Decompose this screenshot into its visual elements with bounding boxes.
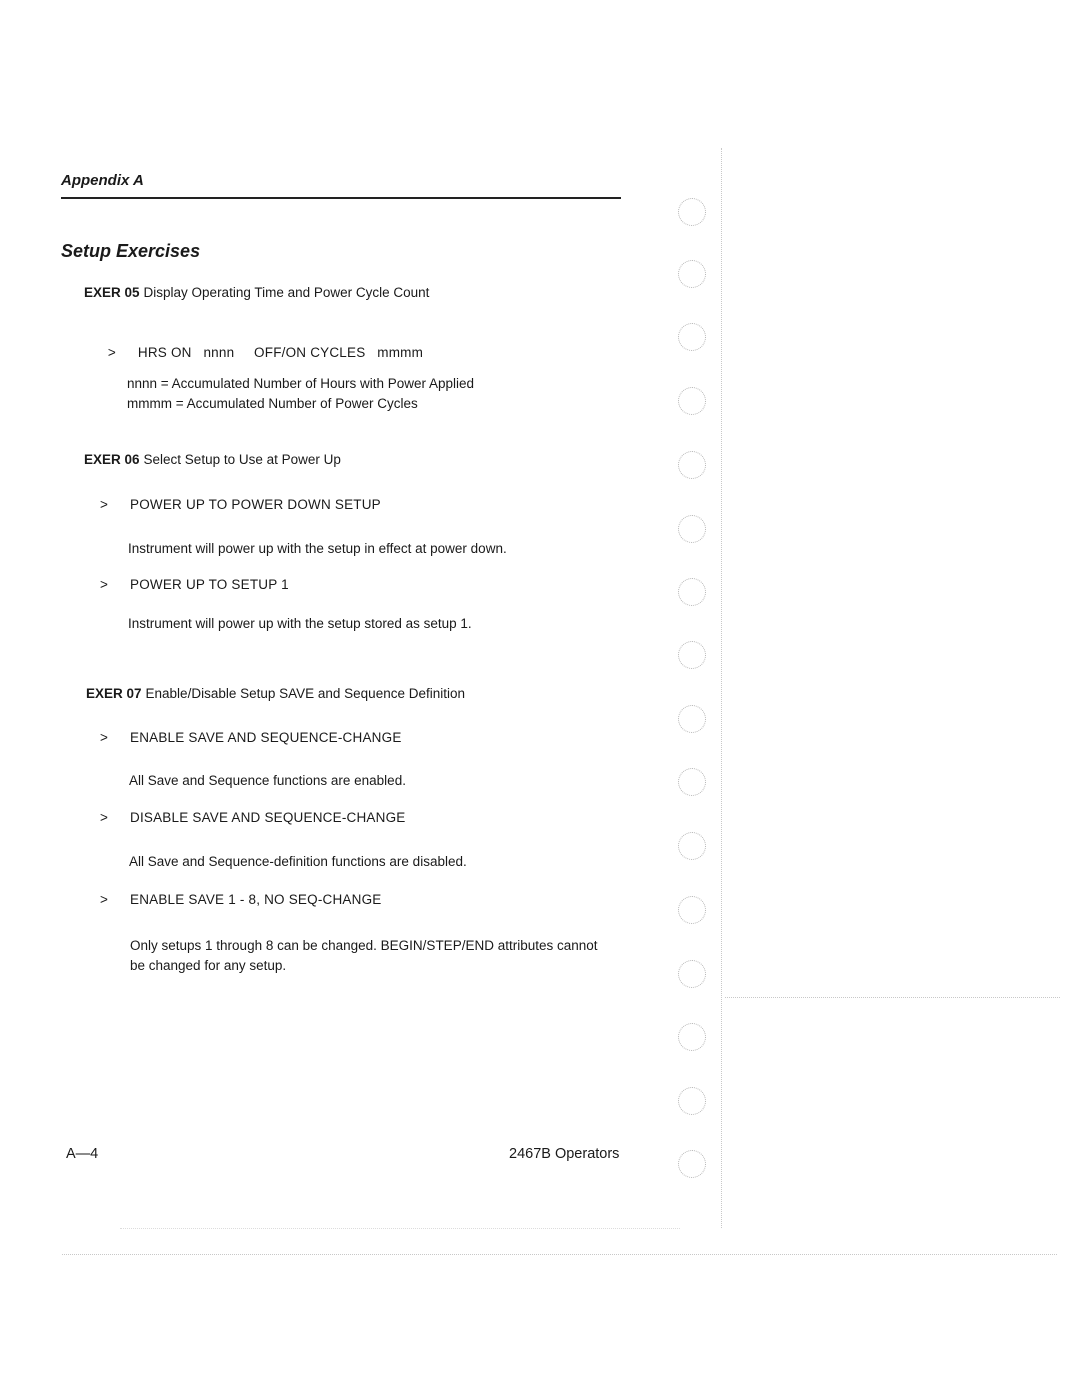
binder-hole (678, 578, 706, 606)
manual-title: 2467B Operators (509, 1146, 620, 1162)
section-title: Setup Exercises (61, 241, 201, 261)
exer06-option-1-text: POWER UP TO POWER DOWN SETUP (130, 497, 381, 512)
exer07-option-1-text: ENABLE SAVE AND SEQUENCE-CHANGE (130, 730, 402, 745)
exer06-option-2-text: POWER UP TO SETUP 1 (130, 577, 289, 592)
exer06-description-1: Instrument will power up with the setup in effect at power down. (128, 541, 507, 556)
exer05-code: EXER 05 (84, 285, 140, 300)
prompt-symbol: > (100, 810, 109, 825)
scan-edge-line (120, 1228, 680, 1229)
exer05-title: Display Operating Time and Power Cycle Count (143, 285, 430, 300)
binder-hole (678, 1150, 706, 1178)
exer06-code: EXER 06 (84, 452, 140, 467)
exer07-code: EXER 07 (86, 686, 142, 701)
binder-hole (678, 705, 706, 733)
exer07-option-2 (100, 810, 405, 825)
binder-hole (678, 260, 706, 288)
prompt-symbol: > (100, 497, 109, 512)
binder-hole (678, 387, 706, 415)
binder-hole (678, 960, 706, 988)
exer07-description-3-line-2: be changed for any setup. (130, 958, 287, 973)
page-number: A—4 (66, 1146, 99, 1162)
binder-hole (678, 323, 706, 351)
exer07-option-3 (100, 892, 381, 907)
exer05-definition-hours: nnnn = Accumulated Number of Hours with Power Applied (127, 376, 475, 391)
binder-hole (678, 768, 706, 796)
exer06-title: Select Setup to Use at Power Up (143, 452, 341, 467)
exer05-option-text: HRS ON nnnn OFF/ON CYCLES mmmm (137, 345, 424, 360)
binder-hole (678, 641, 706, 669)
exer06-heading (84, 452, 341, 467)
binder-hole (678, 451, 706, 479)
exer06-option-2 (100, 577, 289, 592)
appendix-heading: Appendix A (61, 172, 144, 189)
exer05-option (100, 330, 423, 360)
exer07-heading (86, 686, 465, 701)
binder-hole (678, 1087, 706, 1115)
exer07-option-1 (100, 730, 402, 745)
exer07-description-2: All Save and Sequence-definition functions are disabled. (129, 854, 467, 869)
exer05-definition-cycles: mmmm = Accumulated Number of Power Cycles (127, 396, 418, 411)
page-edge-line (721, 148, 722, 1228)
header-rule (61, 197, 621, 199)
prompt-symbol: > (107, 345, 116, 360)
exer05-heading (84, 285, 429, 300)
exer06-option-1 (100, 497, 381, 512)
binder-hole (678, 896, 706, 924)
prompt-symbol: > (100, 730, 109, 745)
exer07-title: Enable/Disable Setup SAVE and Sequence Definition (145, 686, 465, 701)
prompt-symbol: > (100, 892, 109, 907)
binder-hole (678, 832, 706, 860)
exer07-option-2-text: DISABLE SAVE AND SEQUENCE-CHANGE (130, 810, 406, 825)
binder-hole (678, 1023, 706, 1051)
exer07-description-1: All Save and Sequence functions are enabled. (129, 773, 406, 788)
scan-edge-line (725, 997, 1060, 998)
scan-edge-line (62, 1254, 1057, 1255)
binder-hole (678, 198, 706, 226)
exer07-option-3-text: ENABLE SAVE 1 - 8, NO SEQ-CHANGE (130, 892, 382, 907)
exer07-description-3-line-1: Only setups 1 through 8 can be changed. BEGIN/STEP/END attributes cannot (130, 938, 598, 953)
binder-hole (678, 515, 706, 543)
exer06-description-2: Instrument will power up with the setup stored as setup 1. (128, 616, 472, 631)
prompt-symbol: > (100, 577, 109, 592)
